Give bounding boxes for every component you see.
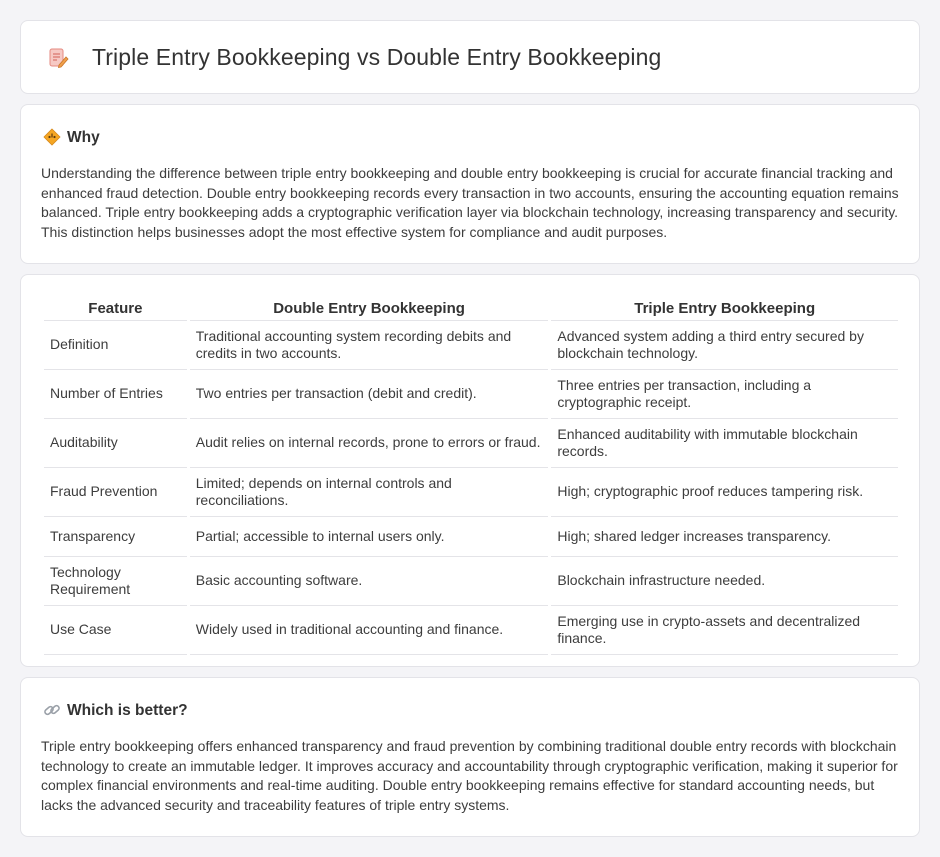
document-edit-icon (47, 47, 69, 69)
cell-double: Traditional accounting system recording debits and credits in two accounts. (190, 321, 549, 370)
cell-feature: Fraud Prevention (44, 468, 187, 517)
why-body: Understanding the difference between triple entry bookkeeping and double entry bookkeeping is crucial for accurate financial tracking and enhanced fraud detection. Double entry bookkeeping records every transaction in two accounts, ensuring the accounting equation remains balanced. Triple entry bookkeeping adds a cryptographic verification layer via blockchain technology, increasing transparency and security. This distinction helps businesses adopt the most effective system for compliance and audit purposes. (41, 165, 899, 240)
page-title: Triple Entry Bookkeeping vs Double Entry Bookkeeping (92, 44, 662, 70)
which-is-better-body: Triple entry bookkeeping offers enhanced transparency and fraud prevention by combining traditional double entry records with blockchain technology to create an immutable ledger. It improves accuracy and accountability through cryptographic verification, making it superior for complex financial environments and real-time auditing. Double entry bookkeeping remains effective for standard accounting needs, but lacks the advanced security and traceability features of triple entry systems. (41, 738, 898, 813)
table-row (44, 419, 898, 468)
table-header-row (44, 295, 898, 321)
diamond-warning-icon (43, 128, 61, 146)
table-row (44, 321, 898, 370)
cell-double: Widely used in traditional accounting and finance. (190, 606, 549, 655)
cell-feature: Use Case (44, 606, 187, 655)
cell-double: Two entries per transaction (debit and credit). (190, 370, 549, 419)
which-is-better-heading: Which is better? (67, 702, 188, 719)
comparison-table (41, 295, 901, 655)
table-row (44, 517, 898, 557)
table-row (44, 557, 898, 606)
comparison-section (20, 274, 920, 667)
which-is-better-section (20, 677, 920, 837)
cell-triple: Emerging use in crypto-assets and decentralized finance. (551, 606, 898, 655)
cell-double: Audit relies on internal records, prone to errors or fraud. (190, 419, 549, 468)
cell-double: Limited; depends on internal controls and reconciliations. (190, 468, 549, 517)
header-triple-entry: Triple Entry Bookkeeping (551, 295, 898, 321)
cell-double: Partial; accessible to internal users only. (190, 517, 549, 557)
cell-triple: High; shared ledger increases transparency. (551, 517, 898, 557)
header-card (20, 20, 920, 94)
why-heading: Why (67, 129, 100, 146)
cell-triple: Blockchain infrastructure needed. (551, 557, 898, 606)
header-feature: Feature (44, 295, 187, 321)
cell-feature: Auditability (44, 419, 187, 468)
cell-triple: Advanced system adding a third entry secured by blockchain technology. (551, 321, 898, 370)
cell-feature: Definition (44, 321, 187, 370)
why-section (20, 104, 920, 264)
cell-feature: Transparency (44, 517, 187, 557)
cell-feature: Technology Requirement (44, 557, 187, 606)
cell-triple: Three entries per transaction, including a cryptographic receipt. (551, 370, 898, 419)
cell-feature: Number of Entries (44, 370, 187, 419)
table-row (44, 370, 898, 419)
link-icon (43, 701, 61, 719)
cell-double: Basic accounting software. (190, 557, 549, 606)
cell-triple: Enhanced auditability with immutable blockchain records. (551, 419, 898, 468)
table-row (44, 606, 898, 655)
header-double-entry: Double Entry Bookkeeping (190, 295, 549, 321)
table-row (44, 468, 898, 517)
cell-triple: High; cryptographic proof reduces tampering risk. (551, 468, 898, 517)
